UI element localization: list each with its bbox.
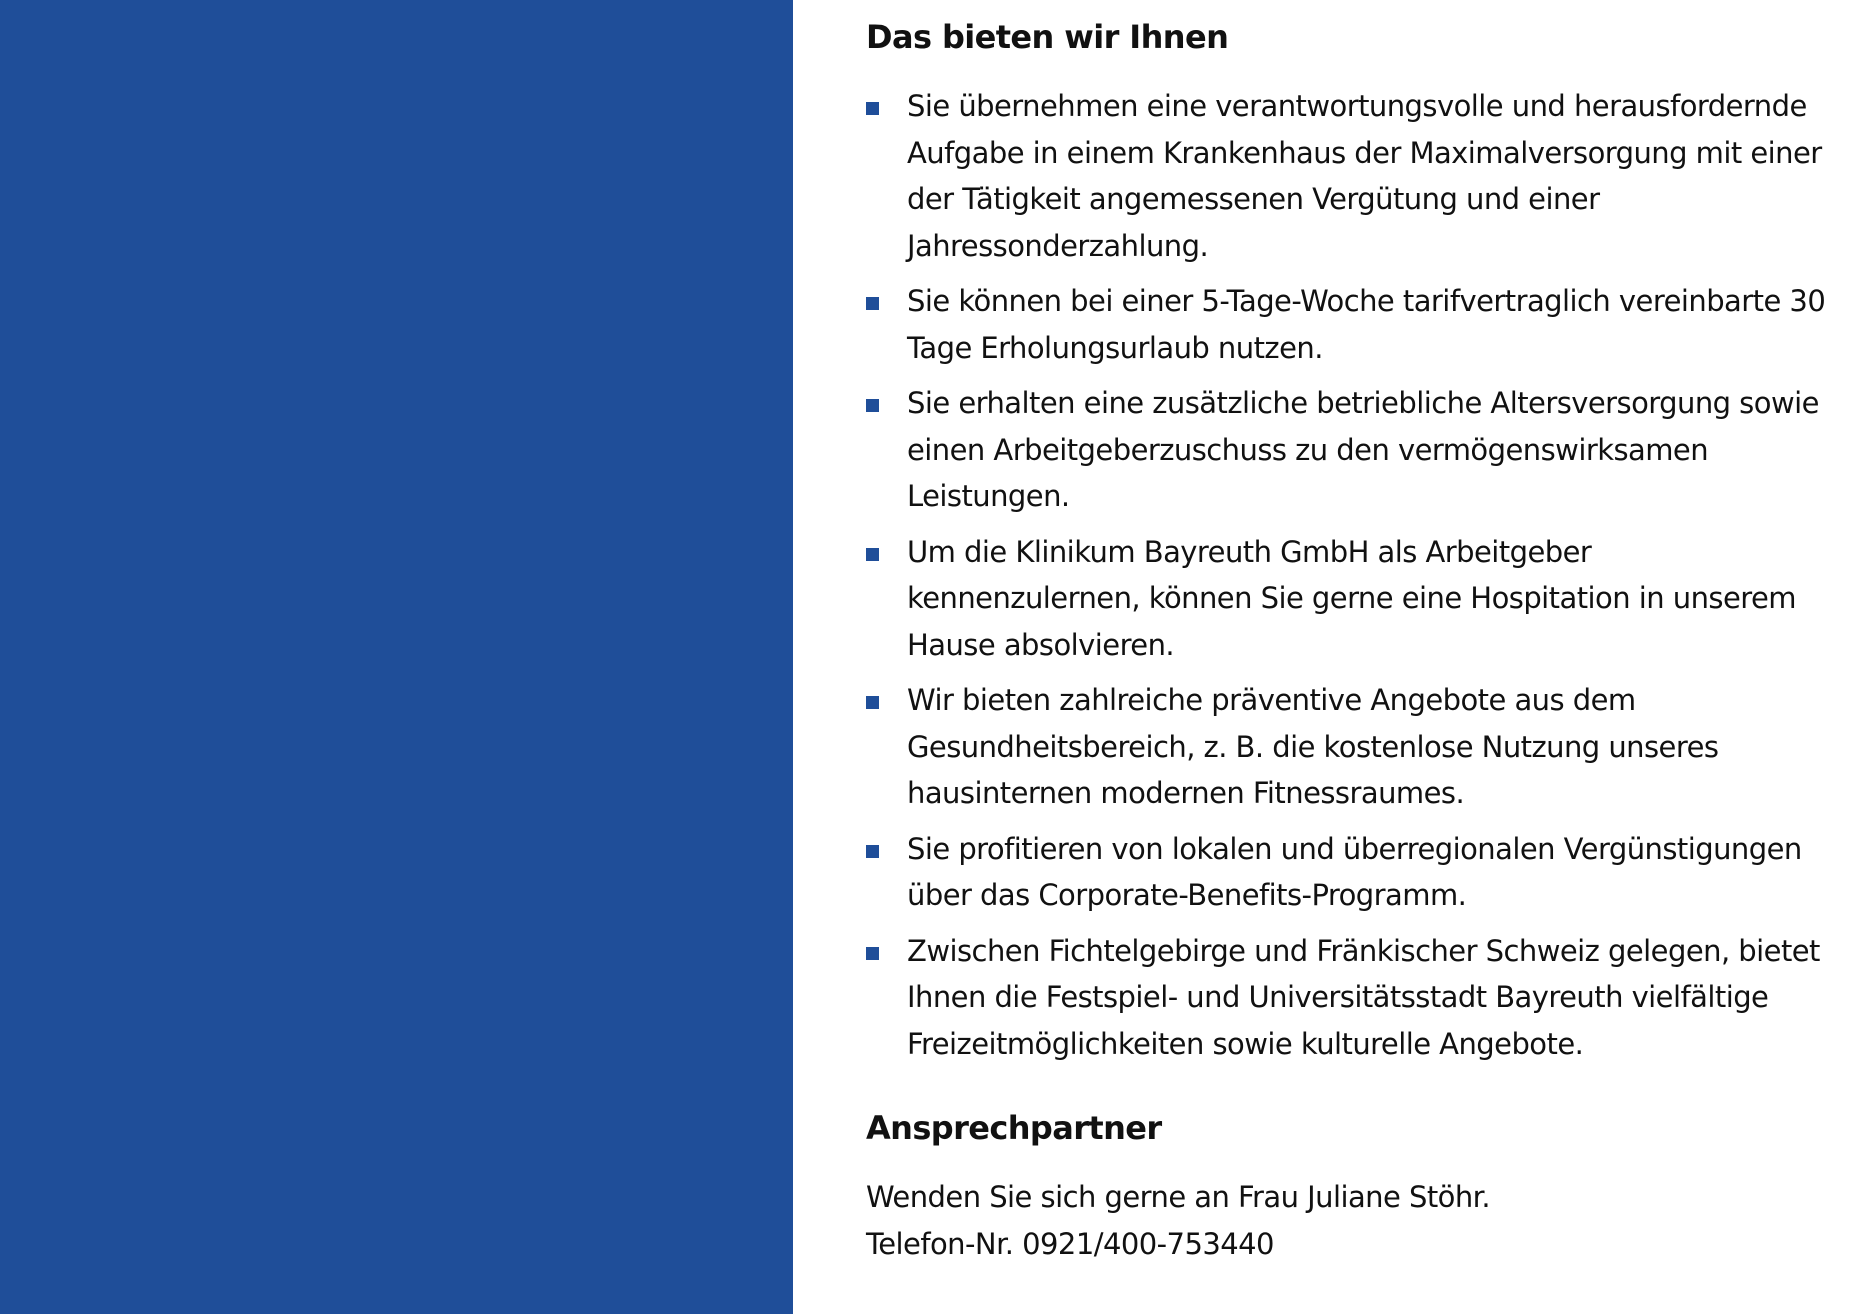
list-item: [866, 826, 1826, 919]
square-bullet-icon: [866, 548, 879, 561]
list-item-text: Sie profitieren von lokalen und überregionalen Vergünstigungen über das Corporate-Benefits-Programm.: [907, 831, 1802, 912]
list-item-text: Um die Klinikum Bayreuth GmbH als Arbeitgeber kennenzulernen, können Sie gerne eine Hospitation in unserem Hause absolvieren.: [907, 534, 1796, 662]
contact-heading: Ansprechpartner: [866, 1109, 1162, 1147]
list-item-text: Wir bieten zahlreiche präventive Angebote aus dem Gesundheitsbereich, z. B. die kostenlose Nutzung unseres hausinternen modernen Fitnessraumes.: [907, 683, 1719, 810]
list-item: [866, 529, 1826, 669]
list-item-text: Sie können bei einer 5-Tage-Woche tarifvertraglich vereinbarte 30 Tage Erholungsurlaub nutzen.: [907, 284, 1826, 365]
square-bullet-icon: [866, 399, 879, 412]
contact-phone-line: Telefon-Nr. 0921/400-753440: [866, 1226, 1274, 1261]
list-item-text: Sie erhalten eine zusätzliche betriebliche Altersversorgung sowie einen Arbeitgeberzuschuss zu den vermögenswirksamen Leistungen.: [907, 386, 1819, 513]
square-bullet-icon: [866, 947, 879, 960]
benefits-list: [866, 83, 1826, 1067]
contact-person-line: Wenden Sie sich gerne an Frau Juliane Stöhr.: [866, 1180, 1491, 1214]
blue-side-panel: [0, 0, 793, 1314]
square-bullet-icon: [866, 696, 879, 709]
content-column: [866, 16, 1826, 1267]
square-bullet-icon: [866, 297, 879, 310]
square-bullet-icon: [866, 845, 879, 858]
square-bullet-icon: [866, 102, 879, 115]
list-item-text: Zwischen Fichtelgebirge und Fränkischer Schweiz gelegen, bietet Ihnen die Festspiel- und Universitätsstadt Bayreuth vielfältige Freizeitmöglichkeiten sowie kulturelle Angebote.: [907, 933, 1820, 1061]
list-item-text: Sie übernehmen eine verantwortungsvolle und herausfordernde Aufgabe in einem Krankenhaus der Maximalversorgung mit einer der Tätigkeit angemessenen Vergütung und einer Jahressonderzahlung.: [907, 89, 1822, 263]
list-item: [866, 928, 1826, 1068]
list-item: [866, 278, 1826, 371]
list-item: [866, 380, 1826, 520]
contact-block: [866, 1174, 1826, 1267]
list-item: [866, 83, 1826, 269]
list-item: [866, 677, 1826, 817]
offer-heading: Das bieten wir Ihnen: [866, 18, 1229, 56]
